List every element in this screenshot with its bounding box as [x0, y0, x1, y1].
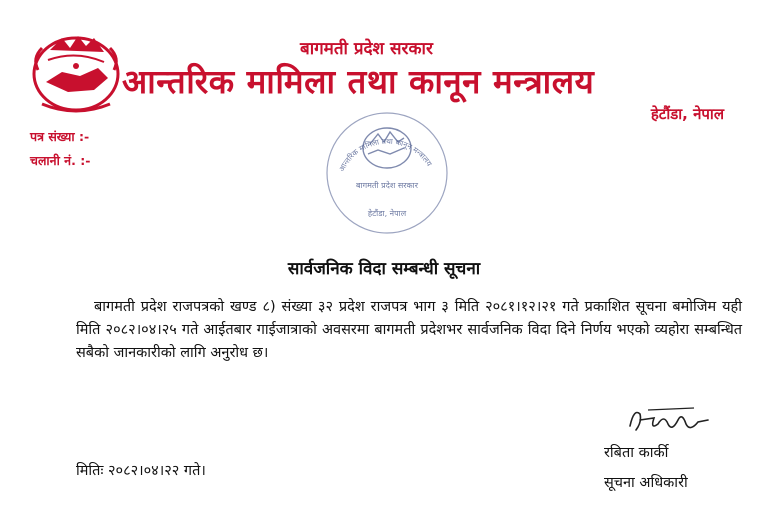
- handwritten-signature: [624, 400, 712, 440]
- svg-text:हेटौंडा, नेपाल: हेटौंडा, नेपाल: [367, 209, 407, 218]
- notice-title: सार्वजनिक विदा सम्बन्धी सूचना: [287, 259, 481, 279]
- letter-number-label: पत्र संख्या :-: [30, 129, 90, 144]
- signatory-name: रबिता कार्की: [604, 445, 669, 461]
- svg-text:आन्तरिक मामिला तथा कानून मन्त्: आन्तरिक मामिला तथा कानून मन्त्रालय: [336, 136, 434, 173]
- office-address: हेटौंडा, नेपाल: [650, 105, 724, 123]
- notice-body: बागमती प्रदेश राजपत्रको खण्ड ८) संख्या ३२ प्रदेश राजपत्र भाग ३ मिति २०८१।१२।२१ गते प्रकाशित सूचना बमोजिम यही मिति २०८२।०४।२५ गते आईतबार गाईजात्राको अवसरमा बागमती प्रदेशभर सार्वजनिक विदा दिने निर्णय भएको व्यहोरा सम्बन्धित सबैको जानकारीको लागि अनुरोध छ।: [76, 299, 742, 361]
- svg-text:बागमती प्रदेश सरकार: बागमती प्रदेश सरकार: [355, 181, 419, 190]
- government-name: बागमती प्रदेश सरकार: [300, 39, 433, 59]
- ministry-name: आन्तरिक मामिला तथा कानून मन्त्रालय: [122, 62, 595, 101]
- dispatch-number-label: चलानी नं. :-: [30, 153, 91, 168]
- government-emblem-icon: [28, 30, 124, 114]
- notice-date: मितिः २०८२।०४।२२ गते।: [76, 463, 206, 479]
- office-seal-stamp: [318, 104, 456, 242]
- signatory-title: सूचना अधिकारी: [604, 475, 688, 491]
